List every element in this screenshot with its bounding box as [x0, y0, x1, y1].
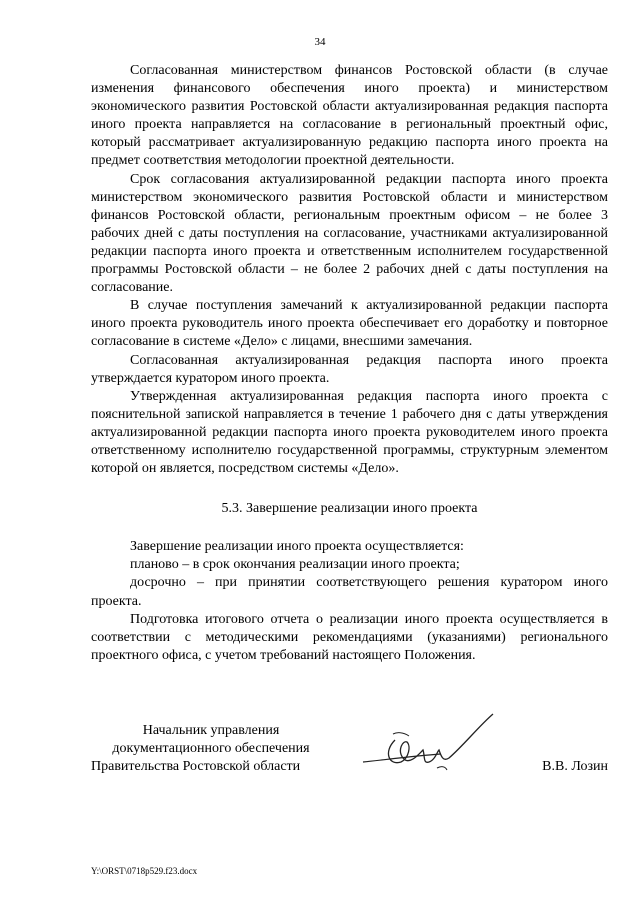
paragraph: Согласованная актуализированная редакция паспорта иного проекта утверждается куратором иного проекта.	[91, 352, 608, 386]
paragraph: планово – в срок окончания реализации иного проекта;	[130, 557, 460, 573]
position-line: Правительства Ростовской области	[91, 759, 301, 775]
signature-block	[91, 722, 608, 782]
paragraph: Срок согласования актуализированной редакции паспорта иного проекта министерством экономического развития Ростовской области и министерством финансов Ростовской области, региональным проектным офисом – не более 3 рабочих дней с даты поступления на согласование, участниками актуализированной редакции паспорта иного проекта и ответственным исполнителем государственной программы Ростовской области – не более 2 рабочих дней с даты поступления на согласование.	[91, 171, 608, 296]
section-heading: 5.3. Завершение реализации иного проекта	[221, 501, 478, 517]
document-body	[91, 62, 608, 665]
paragraph: Подготовка итогового отчета о реализации иного проекта осуществляется в соответствии с методическими рекомендациями (указаниями) регионального проектного офиса, с учетом требований настоящего Положения.	[91, 611, 608, 663]
signatory-position	[91, 722, 331, 776]
position-line: Начальник управления	[142, 723, 280, 738]
signatory-name: В.В. Лозин	[542, 759, 608, 774]
paragraph: Утвержденная актуализированная редакция паспорта иного проекта с пояснительной запиской направляется в течение 1 рабочего дня с даты утверждения актуализированной редакции паспорта иного проекта руководителем иного проекта ответственному исполнителю государственной программы, структурным элементом которой он является, посредством системы «Дело».	[91, 388, 608, 477]
page-number: 34	[314, 36, 326, 48]
handwritten-signature	[353, 710, 503, 782]
paragraph: Завершение реализации иного проекта осуществляется:	[130, 539, 464, 555]
position-line: документационного обеспечения	[112, 741, 310, 757]
paragraph: досрочно – при принятии соответствующего решения куратором иного проекта.	[91, 575, 608, 609]
paragraph: Согласованная министерством финансов Ростовской области (в случае изменения финансового обеспечения иного проекта) и министерством экономического развития Ростовской области актуализированная редакция паспорта иного проекта направляется на согласование в региональный проектный офис, который рассматривает актуализированную редакцию паспорта иного проекта на предмет соответствия методологии проектной деятельности.	[91, 63, 608, 169]
file-path-footer: Y:\ORST\0718p529.f23.docx	[91, 866, 198, 876]
paragraph: В случае поступления замечаний к актуализированной редакции паспорта иного проекта руководитель иного проекта обеспечивает его доработку и повторное согласование в системе «Дело» с лицами, внесшими замечания.	[91, 298, 608, 350]
